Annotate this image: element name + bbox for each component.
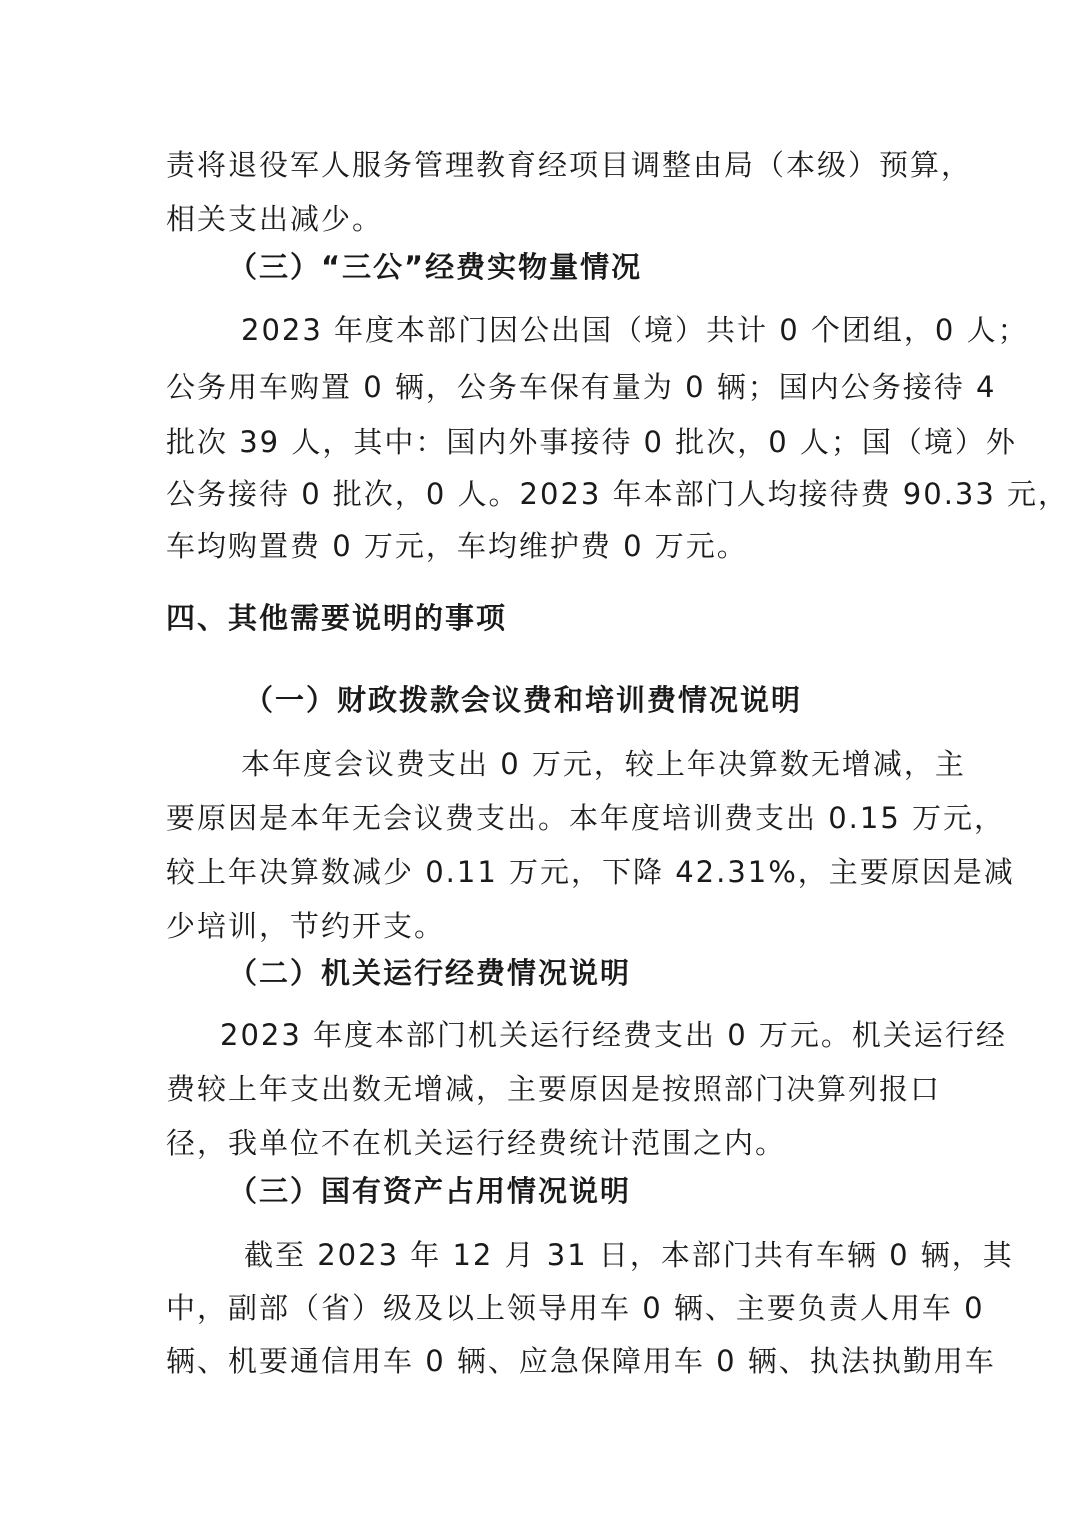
paragraph-line: 径，我单位不在机关运行经费统计范围之内。 [166, 1126, 787, 1160]
paragraph-line: 车均购置费 0 万元，车均维护费 0 万元。 [166, 529, 748, 563]
paragraph-line: 中，副部（省）级及以上领导用车 0 辆、主要负责人用车 0 [166, 1291, 985, 1325]
section-heading: （三）国有资产占用情况说明 [228, 1174, 632, 1208]
paragraph-line: 公务接待 0 批次，0 人。2023 年本部门人均接待费 90.33 元， [166, 477, 1070, 511]
section-heading: （一）财政拨款会议费和培训费情况说明 [244, 683, 803, 717]
section-heading: （二）机关运行经费情况说明 [228, 956, 632, 990]
paragraph-line: 2023 年度本部门因公出国（境）共计 0 个团组，0 人； [241, 313, 1029, 347]
paragraph-line: 相关支出减少。 [166, 202, 384, 236]
paragraph-line: 责将退役军人服务管理教育经项目调整由局（本级）预算， [166, 148, 973, 182]
paragraph-line: 较上年决算数减少 0.11 万元，下降 42.31%，主要原因是减 [166, 855, 1015, 889]
paragraph-line: 本年度会议费支出 0 万元，较上年决算数无增减，主 [241, 747, 966, 781]
section-heading: （三）“三公”经费实物量情况 [228, 250, 643, 284]
paragraph-line: 2023 年度本部门机关运行经费支出 0 万元。机关运行经 [220, 1018, 1007, 1052]
paragraph-line: 要原因是本年无会议费支出。本年度培训费支出 0.15 万元， [166, 801, 1006, 835]
paragraph-line: 批次 39 人，其中：国内外事接待 0 批次，0 人；国（境）外 [166, 425, 1017, 459]
paragraph-line: 截至 2023 年 12 月 31 日，本部门共有车辆 0 辆，其 [244, 1238, 1014, 1272]
chapter-heading: 四、其他需要说明的事项 [166, 601, 508, 635]
paragraph-line: 少培训，节约开支。 [166, 909, 446, 943]
paragraph-line: 费较上年支出数无增减，主要原因是按照部门决算列报口 [166, 1072, 942, 1106]
paragraph-line: 辆、机要通信用车 0 辆、应急保障用车 0 辆、执法执勤用车 [166, 1344, 996, 1378]
paragraph-line: 公务用车购置 0 辆，公务车保有量为 0 辆；国内公务接待 4 [166, 370, 997, 404]
